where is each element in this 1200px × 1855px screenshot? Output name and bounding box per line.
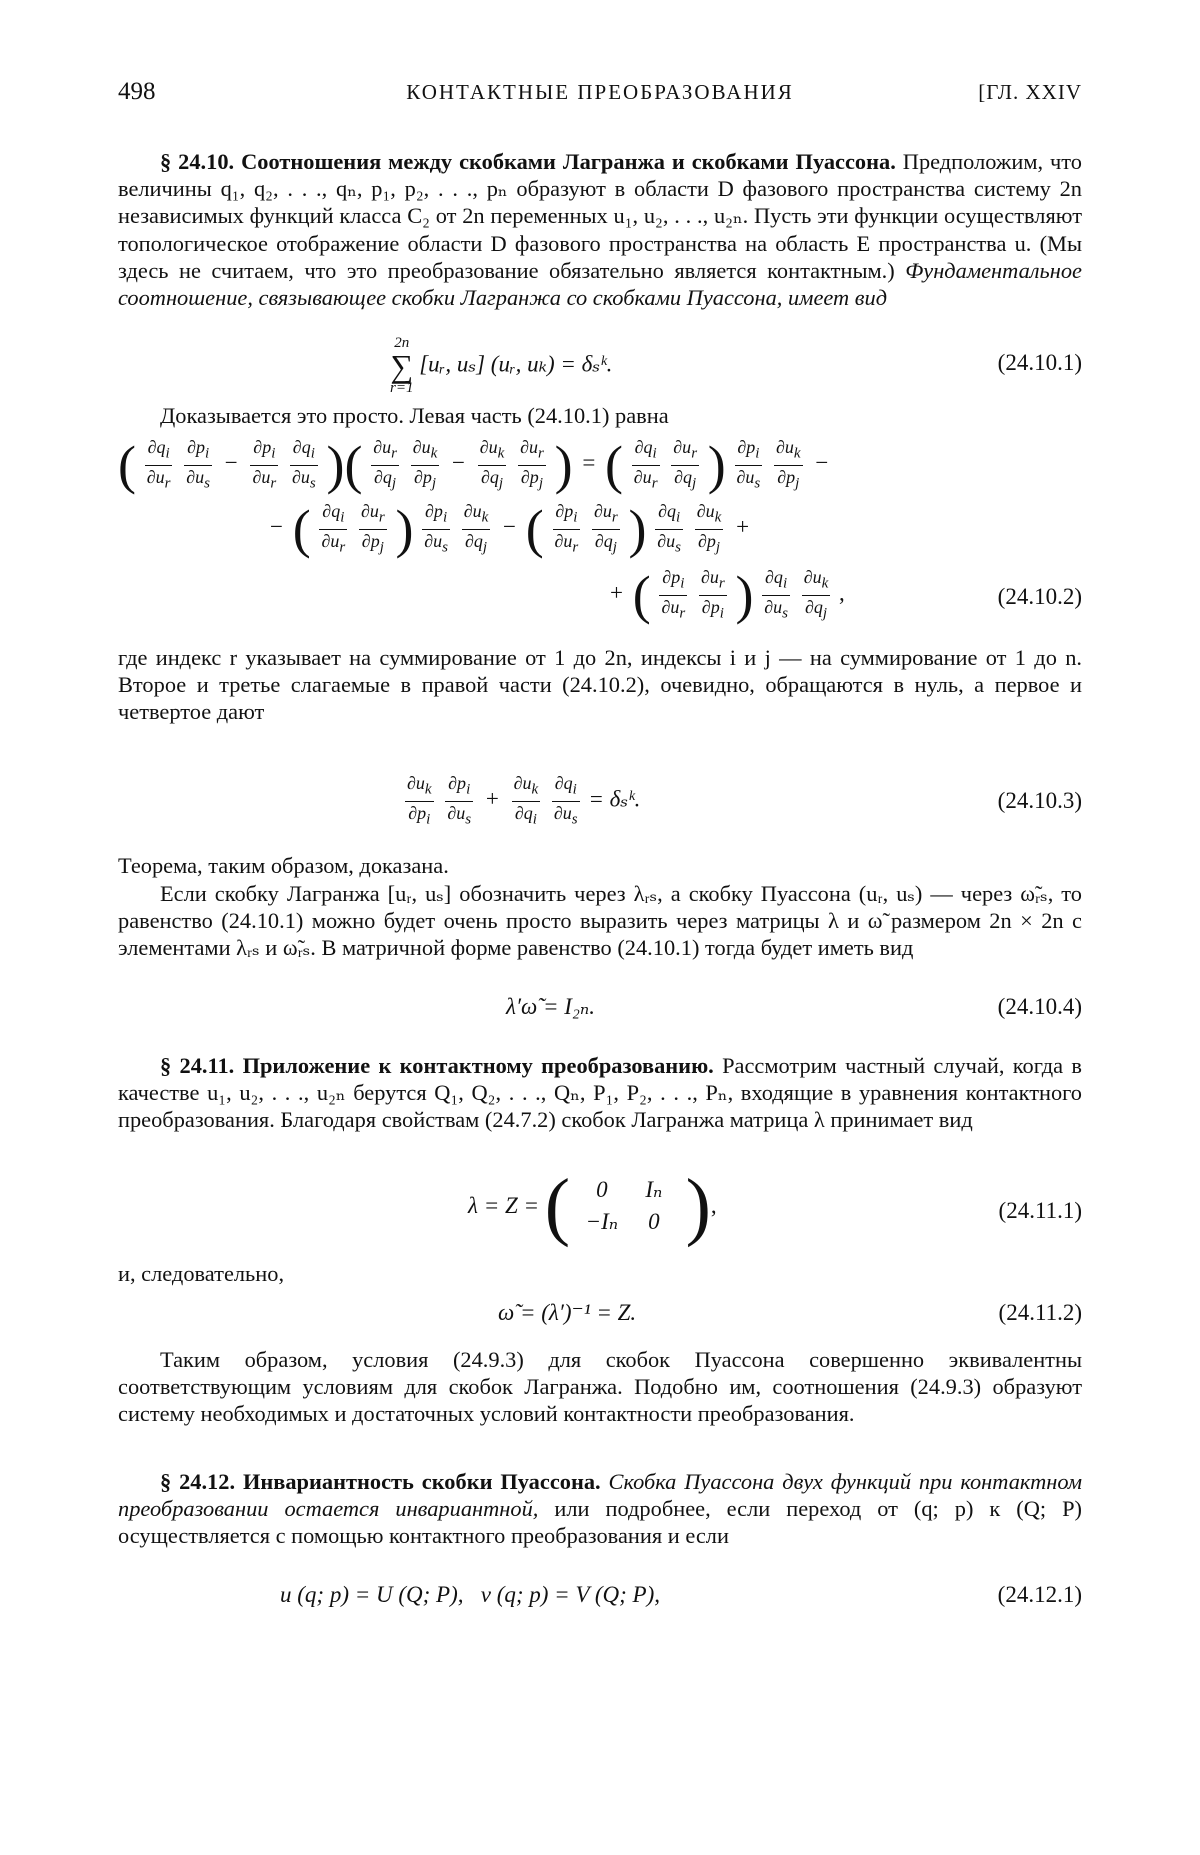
paragraph-text: или подробнее, если переход от (q; p) к (Q; P) осуществляется с помощью контактного преобразования и если [118, 1496, 1082, 1549]
running-title: КОНТАКТНЫЕ ПРЕОБРАЗОВАНИЯ [406, 80, 794, 104]
equation-number: (24.10.2) [997, 584, 1082, 609]
equation-24-11-2 [118, 1300, 1082, 1334]
paragraph-text: Предположим, что величины q₁, q₂, . . ., qₙ, p₁, p₂, . . ., pₙ образуют в области D фазового пространства систему 2n независимых функций класса C₂ от 2n переменных u₁, u₂, . . ., u₂ₙ. Пусть эти функции осуществляют топологическое отображение области D фазового пространства на область E пространства u. (Мы здесь не считаем, что это преобразование обязательно является контактным.) [118, 149, 1082, 283]
chapter-label: [ГЛ. XXIV [978, 80, 1082, 104]
equation-number: (24.10.3) [997, 788, 1082, 813]
section-24-12-paragraph-1 [118, 1468, 1082, 1550]
equation-body: [uᵣ, uₛ] (uᵣ, uₖ) = δₛᵏ. [419, 351, 613, 377]
equation-body: u (q; p) = U (Q; P), v (q; p) = V (Q; P), [280, 1582, 660, 1607]
section-number: § 24.11. [160, 1053, 235, 1078]
section-24-11-paragraph-1 [118, 1052, 1082, 1134]
paragraph-text: Рассмотрим частный случай, когда в качестве u₁, u₂, . . ., u₂ₙ берутся Q₁, Q₂, . . ., Qₙ, P₁, P₂, . . ., Pₙ, входящие в уравнения контактного преобразования. Благодаря свойствам (24.7.2) скобок Лагранжа матрица λ принимает вид [118, 1053, 1082, 1133]
equation-24-10-2-line-1: ( $\frac{\partial q_i}{\partial u_r}$ $\frac{\partial p_i}{\partial u_s}$ − $\frac{\partial p_i}{\partial u_r}$ $\frac{\partial q_i}{\partial u_s}$ )( $\frac{\partial u_r}{\partial q_j}$ $\frac{\partial u_k}{\partial p_j}$ − $\frac{\partial u_k}{\partial q_j}$ $\frac{\partial u_r}{\partial p_j}$ ) = ( $\frac{\partial q_i}{\partial u_r}$ $\frac{\partial u_r}{\partial q_j}$ ) $\frac{\partial p_i}{\partial u_s}$ $\frac{\partial u_k}{\partial p_j}$ − [118, 435, 829, 496]
equation-24-10-3: $\frac{\partial u_k}{\partial p_i}$ $\frac{\partial p_i}{\partial u_s}$ + $\frac{\partial u_k}{\partial q_i}$ $\frac{\partial q_i}{\partial u_s}$ = δₛᵏ. (24.10.3) [407, 773, 1082, 828]
equation-24-10-1 [118, 335, 1082, 396]
section-title: Приложение к контактному преобразованию. [242, 1053, 714, 1078]
section-24-10-paragraph-4: Теорема, таким образом, доказана. [118, 853, 449, 878]
section-24-10-paragraph-2: Доказывается это просто. Левая часть (24.10.1) равна [160, 403, 669, 428]
sum-lower-limit: r=1 [390, 380, 414, 396]
equation-24-12-1 [118, 1582, 1082, 1616]
equation-number: (24.10.1) [997, 350, 1082, 375]
equation-body: λ′ω̃ = I₂ₙ. [506, 994, 595, 1019]
equation-number: (24.12.1) [997, 1582, 1082, 1607]
page-header [118, 78, 1082, 118]
equation-24-10-2-line-2: − ( $\frac{\partial q_i}{\partial u_r}$ $\frac{\partial u_r}{\partial p_j}$ ) $\frac{\partial p_i}{\partial u_s}$ $\frac{\partial u_k}{\partial q_j}$ − ( $\frac{\partial p_i}{\partial u_r}$ $\frac{\partial u_r}{\partial q_j}$ ) $\frac{\partial q_i}{\partial u_s}$ $\frac{\partial u_k}{\partial p_j}$ + [270, 499, 750, 560]
equation-24-11-1: λ = Z = ( 0 Iₙ −Iₙ 0 ), (24.11.1) [468, 1164, 1082, 1248]
section-title: Соотношения между скобками Лагранжа и скобками Пуассона. [241, 149, 896, 174]
paragraph-italic: Фундаментальное соотношение, связывающее скобки Лагранжа со скобками Пуассона, имеет вид [118, 257, 1082, 311]
equation-lhs: λ = Z = [468, 1193, 540, 1218]
section-24-10-paragraph-1 [118, 148, 1082, 311]
sum-upper-limit: 2n [394, 335, 410, 351]
section-title: Инвариантность скобки Пуассона. [242, 1469, 601, 1494]
section-24-11-paragraph-2: и, следовательно, [118, 1261, 285, 1286]
section-24-11-paragraph-3: Таким образом, условия (24.9.3) для скобок Пуассона совершенно эквивалентны соответствующим условиям для скобок Лагранжа. Подобно им, соотношения (24.9.3) образуют систему необходимых и достаточных условий контактности преобразования. [118, 1347, 1082, 1427]
sum-sign: 2n ∑ r=1 [390, 335, 414, 396]
equation-rhs: = δₛᵏ. [588, 786, 641, 812]
equation-number: (24.10.4) [997, 994, 1082, 1019]
equation-number: (24.11.1) [998, 1198, 1082, 1223]
section-number: § 24.10. [160, 149, 235, 174]
equation-24-10-4 [118, 994, 1082, 1028]
section-number: § 24.12. [160, 1469, 236, 1494]
equation-24-10-2-line-3: + ( $\frac{\partial p_i}{\partial u_r}$ $\frac{\partial u_r}{\partial p_i}$ ) $\frac{\partial q_i}{\partial u_s}$ $\frac{\partial u_k}{\partial q_j}$ , (24.10.2) [610, 565, 1082, 626]
paragraph-italic: Скобка Пуассона двух функций при контактном преобразовании остается инвариантной, [118, 1469, 1083, 1522]
equation-number: (24.11.2) [998, 1300, 1082, 1325]
page-number: 498 [118, 78, 156, 105]
equation-body: ω̃ = (λ′)⁻¹ = Z. [498, 1300, 637, 1325]
matrix-z: 0 Iₙ −Iₙ 0 [585, 1177, 663, 1234]
section-24-10-paragraph-3: где индекс r указывает на суммирование от 1 до 2n, индексы i и j — на суммирование от 1 до n. Второе и третье слагаемые в правой части (24.10.2), очевидно, обращаются в нуль, а первое и четвертое дают [118, 645, 1082, 725]
section-24-10-paragraph-5: Если скобку Лагранжа [uᵣ, uₛ] обозначить через λᵣₛ, а скобку Пуассона (uᵣ, uₛ) — через ω̃ᵣₛ, то равенство (24.10.1) можно будет очень просто выразить через матрицы λ и ω̃ размером 2n × 2n с элементами λᵣₛ и ω̃ᵣₛ. В матричной форме равенство (24.10.1) тогда будет иметь вид [118, 881, 1082, 961]
